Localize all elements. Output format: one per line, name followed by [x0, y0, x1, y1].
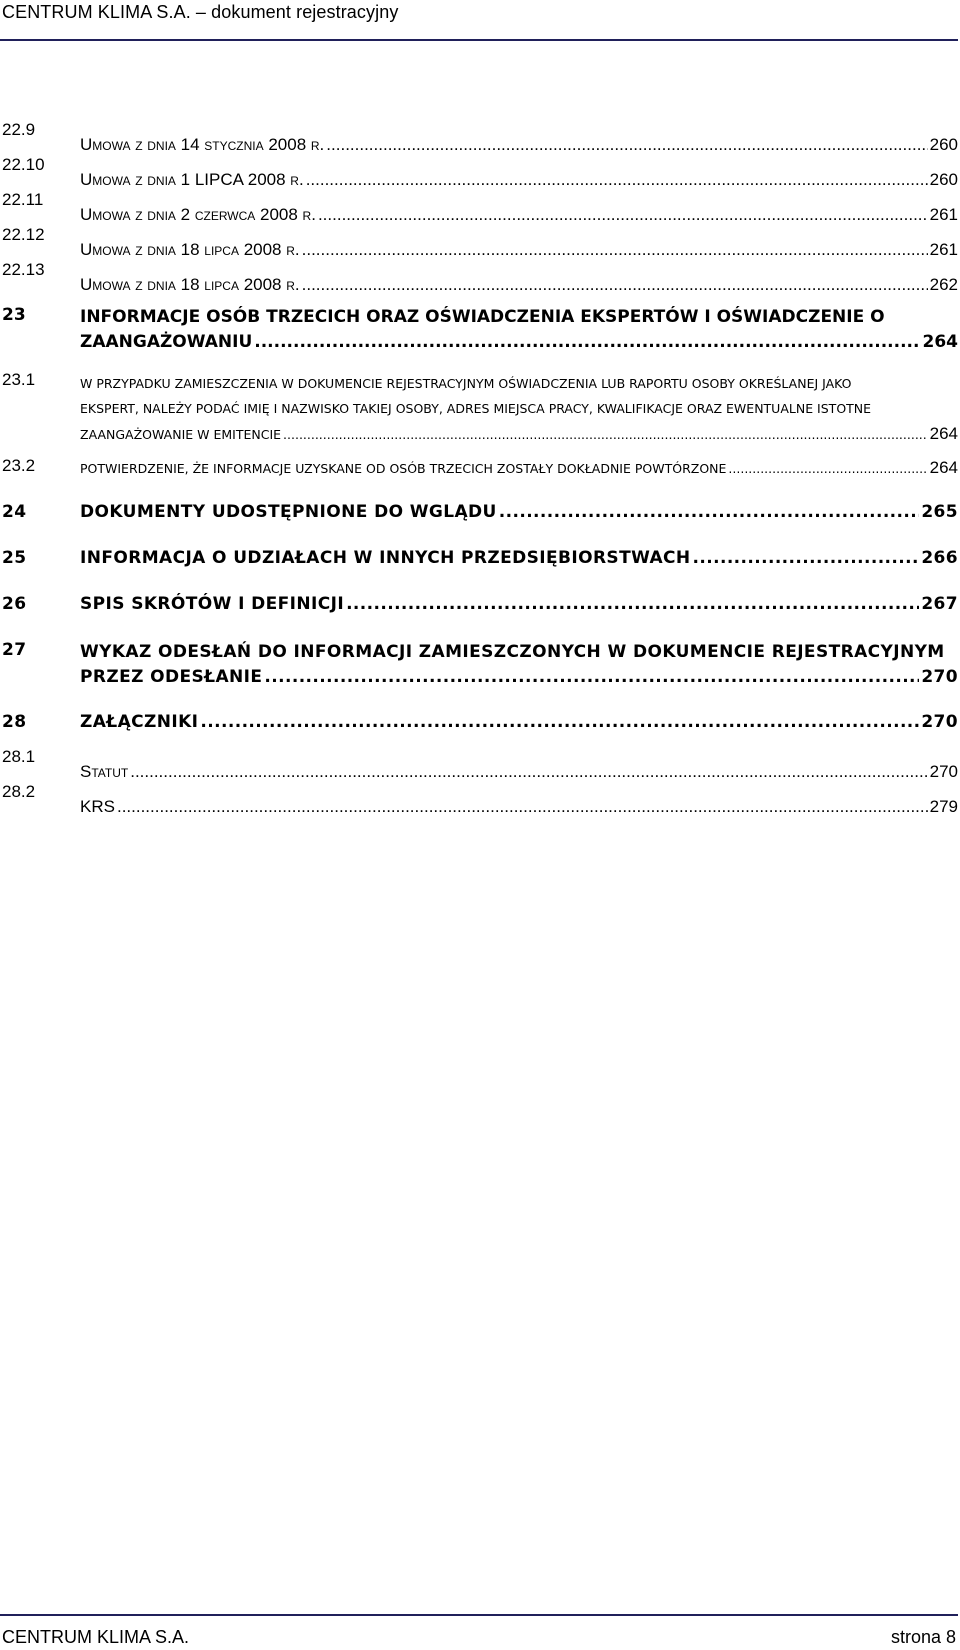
leader-dots [130, 762, 927, 782]
toc-entry-title: ZAŁĄCZNIKI [80, 712, 199, 732]
toc-entry-number: 22.10 [2, 155, 45, 174]
leader-dots [693, 548, 920, 568]
toc-entry-number: 28.2 [2, 782, 36, 801]
toc-entry-title: Umowa z dnia 14 stycznia 2008 r. [80, 135, 325, 154]
toc-entry-title: DOKUMENTY UDOSTĘPNIONE DO WGLĄDU [80, 502, 497, 522]
toc-entry-number: 23.1 [2, 370, 36, 389]
toc-entry-page: 270 [921, 667, 958, 687]
page-header-title: CENTRUM KLIMA S.A. – dokument rejestracyjny [2, 2, 399, 22]
toc-entry-number: 23.2 [2, 456, 36, 475]
leader-dots [254, 330, 920, 355]
toc-entry-number: 24 [2, 502, 27, 522]
leader-dots [264, 665, 919, 690]
table-of-contents [0, 120, 958, 817]
toc-entry-page: 279 [929, 797, 958, 816]
footer-page-number: strona 8 [890, 1627, 956, 1647]
toc-entry-page: 270 [929, 762, 958, 781]
toc-entry[interactable] [0, 155, 958, 190]
toc-entry-title: KRS [80, 797, 115, 816]
leader-dots [306, 170, 928, 190]
toc-entry-page: 264 [929, 458, 958, 477]
leader-dots [326, 135, 927, 155]
toc-entry-title-line: PRZEZ ODESŁANIE [80, 667, 263, 687]
leader-dots [117, 797, 928, 817]
toc-entry[interactable] [0, 370, 958, 447]
toc-entry[interactable] [0, 452, 958, 492]
toc-entry[interactable] [0, 594, 958, 640]
leader-dots [302, 275, 928, 295]
leader-dots [346, 594, 919, 614]
toc-entry-page: 267 [921, 594, 958, 614]
toc-entry-title: Umowa z dnia 18 lipca 2008 r. [80, 240, 300, 259]
toc-entry-number: 22.9 [2, 120, 36, 139]
leader-dots [200, 712, 919, 732]
toc-entry-title: SPIS SKRÓTÓW I DEFINICJI [80, 594, 345, 614]
toc-entry[interactable] [0, 190, 958, 225]
toc-entry-title: POTWIERDZENIE, ŻE INFORMACJE UZYSKANE OD OSÓB TRZECICH ZOSTAŁY DOKŁADNIE POWTÓRZONE [80, 461, 727, 476]
toc-entry-title: Umowa z dnia 2 czerwca 2008 r. [80, 205, 316, 224]
toc-entry-page: 261 [929, 240, 958, 259]
footer-divider [0, 1614, 958, 1616]
leader-dots [318, 205, 928, 225]
toc-entry-page: 265 [921, 502, 958, 522]
toc-entry-number: 27 [2, 640, 27, 660]
toc-entry-title: Umowa z dnia 18 lipca 2008 r. [80, 275, 300, 294]
toc-entry-page: 264 [922, 332, 958, 352]
toc-entry-title-line: W PRZYPADKU ZAMIESZCZENIA W DOKUMENCIE REJESTRACYJNYM OŚWIADCZENIA LUB RAPORTU OSOBY OKREŚLANEJ JAKO [80, 376, 852, 391]
toc-entry-number: 22.11 [2, 190, 44, 209]
toc-entry-title: INFORMACJA O UDZIAŁACH W INNYCH PRZEDSIĘBIORSTWACH [80, 548, 691, 568]
toc-entry-page: 262 [929, 275, 958, 294]
toc-entry[interactable] [0, 640, 958, 712]
toc-entry[interactable] [0, 548, 958, 594]
toc-entry-page: 261 [929, 205, 958, 224]
toc-entry-page: 264 [929, 424, 958, 443]
toc-entry-number: 28.1 [2, 747, 36, 766]
toc-entry-number: 25 [2, 548, 27, 568]
toc-entry[interactable] [0, 782, 958, 817]
toc-entry-page: 260 [929, 135, 958, 154]
footer-company: CENTRUM KLIMA S.A. [2, 1627, 190, 1647]
toc-entry-number: 28 [2, 712, 27, 732]
header-divider [0, 39, 958, 41]
toc-entry-number: 22.12 [2, 225, 45, 244]
toc-entry-number: 22.13 [2, 260, 45, 279]
toc-entry-title-line: ZAANGAŻOWANIE W EMITENCIE [80, 427, 282, 442]
toc-entry-number: 26 [2, 594, 27, 614]
toc-entry[interactable] [0, 120, 958, 155]
toc-entry[interactable] [0, 225, 958, 260]
leader-dots [499, 502, 920, 522]
leader-dots [302, 240, 928, 260]
toc-entry[interactable] [0, 502, 958, 548]
toc-entry-number: 23 [2, 305, 26, 325]
toc-entry[interactable] [0, 747, 958, 782]
toc-entry-title-line: INFORMACJE OSÓB TRZECICH ORAZ OŚWIADCZENIA EKSPERTÓW I OŚWIADCZENIE O [80, 307, 885, 327]
toc-entry-title-line: ZAANGAŻOWANIU [80, 332, 253, 352]
toc-entry[interactable] [0, 712, 958, 747]
leader-dots [283, 422, 928, 447]
toc-entry-title: Statut [80, 762, 129, 781]
toc-entry-page: 266 [921, 548, 958, 568]
toc-entry-page: 260 [929, 170, 958, 189]
toc-entry-title: Umowa z dnia 1 LIPCA 2008 r. [80, 170, 304, 189]
toc-entry-title-line: EKSPERT, NALEŻY PODAĆ IMIĘ I NAZWISKO TAKIEJ OSOBY, ADRES MIEJSCA PRACY, KWALIFIKACJE ORAZ EWENTUALNE ISTOTNE [80, 401, 872, 416]
toc-entry[interactable] [0, 260, 958, 295]
leader-dots [728, 461, 927, 476]
toc-entry-title-line: WYKAZ ODESŁAŃ DO INFORMACJI ZAMIESZCZONYCH W DOKUMENCIE REJESTRACYJNYM [80, 642, 945, 662]
toc-entry[interactable] [0, 305, 958, 365]
toc-entry-page: 270 [921, 712, 958, 732]
